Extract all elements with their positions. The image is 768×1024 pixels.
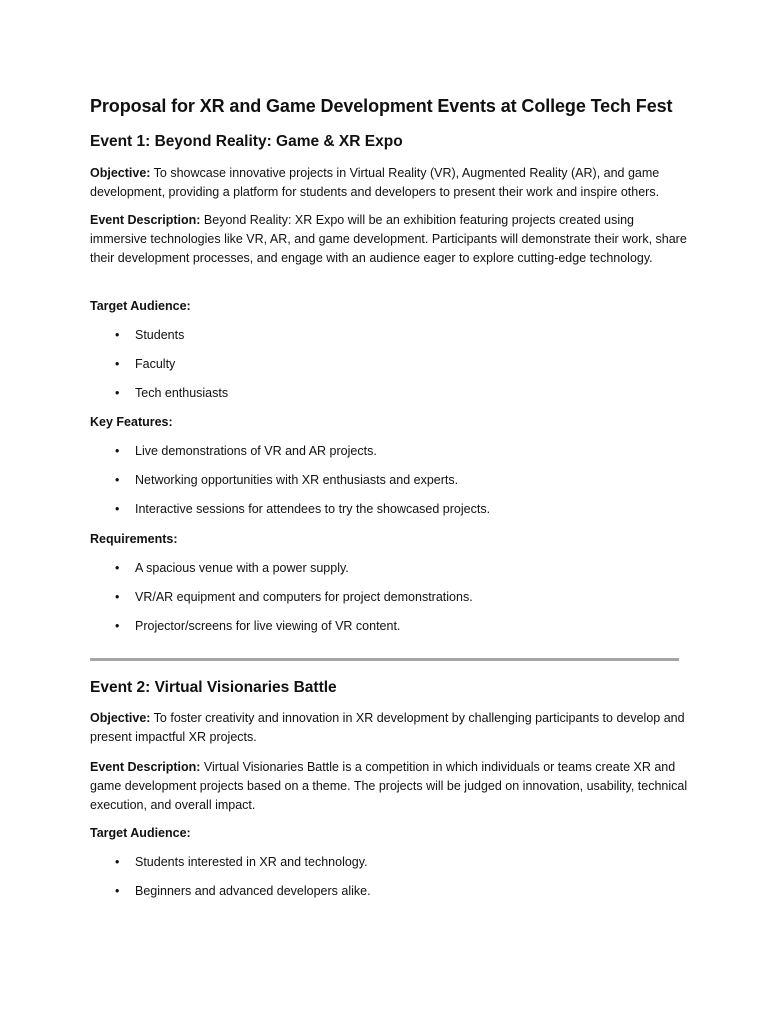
list-item-text: Students	[135, 328, 185, 342]
event1-description-label: Event Description:	[90, 213, 201, 227]
list-item-text: Interactive sessions for attendees to try the showcased projects.	[135, 502, 491, 516]
list-item-text: A spacious venue with a power supply.	[135, 561, 349, 575]
document-title: Proposal for XR and Game Development Events at College Tech Fest	[90, 96, 673, 116]
bullet-icon: •	[115, 357, 120, 371]
bullet-icon: •	[115, 473, 120, 487]
event1-description-text: Beyond Reality: XR Expo will be an exhibition featuring projects created using immersive technologies like VR, AR, and game development. Participants will demonstrate their work, share their development processes, and engage with an audience eager to explore cutting-edge technology.	[90, 213, 687, 265]
list-item	[0, 471, 700, 490]
list-item	[0, 588, 700, 607]
list-item-text: Projector/screens for live viewing of VR content.	[135, 619, 401, 633]
list-item-text: Beginners and advanced developers alike.	[135, 884, 371, 898]
event2-description-text: Virtual Visionaries Battle is a competition in which individuals or teams create XR and game development projects based on a theme. The projects will be judged on innovation, usability, technical execution, and overall impact.	[90, 760, 688, 812]
bullet-icon: •	[115, 328, 120, 342]
event1-objective	[90, 164, 688, 202]
list-item-text: Tech enthusiasts	[135, 386, 229, 400]
list-item-text: Live demonstrations of VR and AR projects.	[135, 444, 377, 458]
list-item-text: VR/AR equipment and computers for project demonstrations.	[135, 590, 473, 604]
event1-requirements-label: Requirements:	[90, 532, 178, 546]
bullet-icon: •	[115, 502, 120, 516]
list-item	[0, 853, 700, 872]
list-item	[0, 355, 700, 374]
list-item	[0, 384, 700, 403]
event1-audience-label: Target Audience:	[90, 299, 191, 313]
list-item	[0, 500, 700, 519]
list-item	[0, 442, 700, 461]
event1-heading: Event 1: Beyond Reality: Game & XR Expo	[90, 133, 403, 150]
bullet-icon: •	[115, 386, 120, 400]
section-divider	[90, 658, 679, 661]
list-item-text: Faculty	[135, 357, 176, 371]
event2-description-label: Event Description:	[90, 760, 201, 774]
event1-features-label: Key Features:	[90, 415, 173, 429]
list-item	[0, 326, 700, 345]
event2-objective-label: Objective:	[90, 711, 151, 725]
list-item	[0, 617, 700, 636]
event1-objective-label: Objective:	[90, 166, 151, 180]
event2-description	[90, 758, 688, 815]
list-item	[0, 559, 700, 578]
event2-audience-label: Target Audience:	[90, 826, 191, 840]
bullet-icon: •	[115, 619, 120, 633]
event2-heading: Event 2: Virtual Visionaries Battle	[90, 679, 337, 696]
bullet-icon: •	[115, 855, 120, 869]
event1-objective-text: To showcase innovative projects in Virtual Reality (VR), Augmented Reality (AR), and game development, providing a platform for students and developers to present their work and inspire others.	[90, 166, 660, 199]
list-item-text: Students interested in XR and technology.	[135, 855, 368, 869]
bullet-icon: •	[115, 561, 120, 575]
event1-description	[90, 211, 688, 268]
bullet-icon: •	[115, 590, 120, 604]
bullet-icon: •	[115, 444, 120, 458]
list-item	[0, 882, 700, 901]
event2-objective-text: To foster creativity and innovation in XR development by challenging participants to develop and present impactful XR projects.	[90, 711, 685, 744]
list-item-text: Networking opportunities with XR enthusiasts and experts.	[135, 473, 459, 487]
bullet-icon: •	[115, 884, 120, 898]
event2-objective	[90, 709, 688, 747]
